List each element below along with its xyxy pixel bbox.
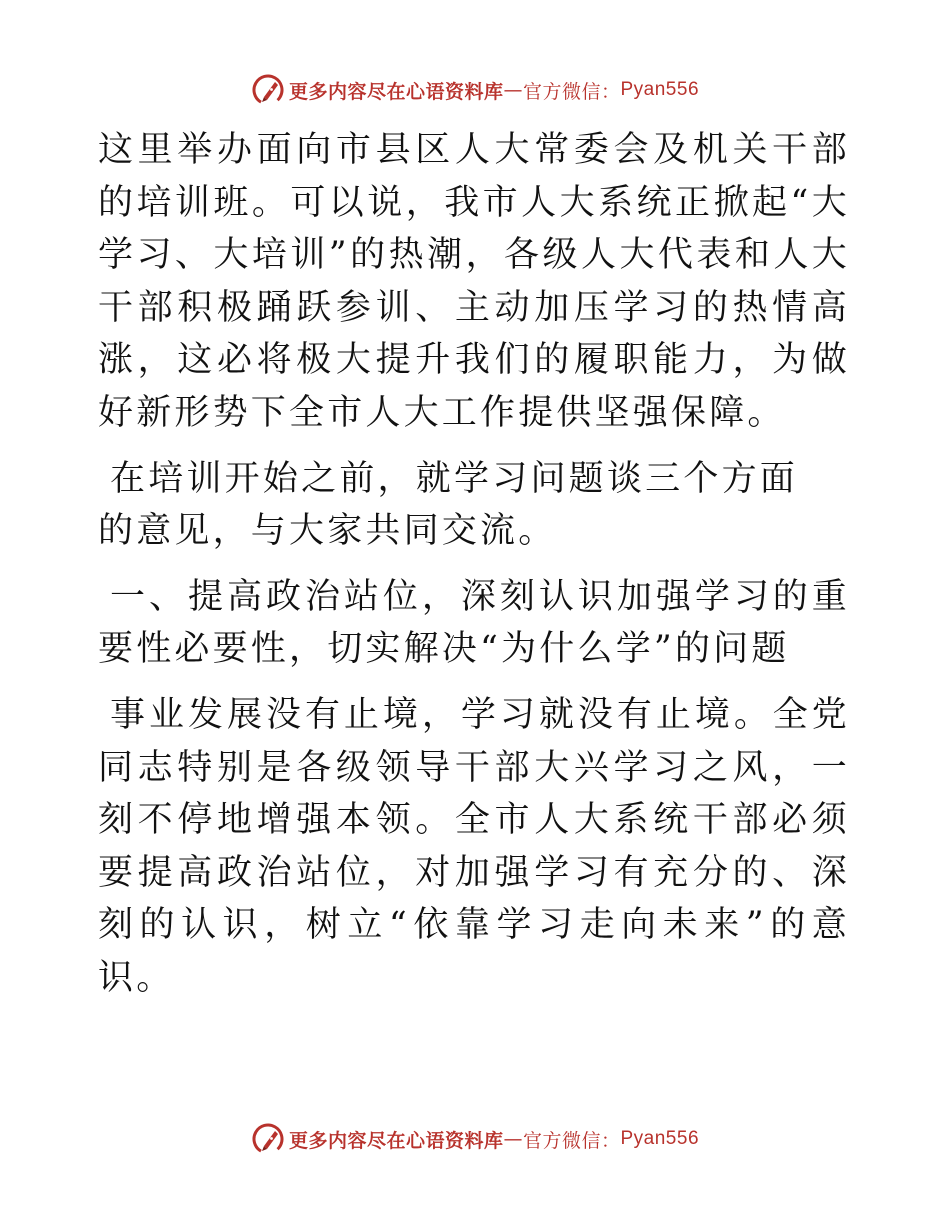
body-paragraph: 事业发展没有止境，学习就没有止境。全党同志特别是各级领导干部大兴学习之风，一刻不停地增强本领。全市人大系统干部必须要提高政治站位，对加强学习有充分的、深刻的认识，树立“依靠学习走向未来”的意识。 (98, 694, 850, 998)
banner-brand-text: 更多内容尽在心语资料库 (288, 1129, 504, 1152)
body-paragraph: 在培训开始之前，就学习问题谈三个方面的意见，与大家共同交流。 (98, 458, 798, 552)
document-body (98, 124, 850, 1005)
pen-nib-logo-icon (251, 73, 285, 107)
banner-contact-label: 官方微信： (522, 1129, 621, 1152)
banner-brand-text: 更多内容尽在心语资料库 (288, 80, 504, 103)
banner-wechat-handle: Pyan556 (620, 79, 700, 100)
section-heading: 一、提高政治站位，深刻认识加强学习的重要性必要性，切实解决“为什么学”的问题 (98, 576, 850, 670)
pen-nib-logo-icon (251, 1122, 285, 1156)
banner-separator: — (503, 1128, 523, 1150)
banner-contact-label: 官方微信： (522, 80, 621, 103)
body-paragraph: 这里举办面向市县区人大常委会及机关干部的培训班。可以说，我市人大系统正掀起“大学习、大培训”的热潮，各级人大代表和人大干部积极踊跃参训、主动加压学习的热情高涨，这必将极大提升我们的履职能力，为做好新形势下全市人大工作提供坚强保障。 (98, 130, 850, 433)
banner-separator: — (503, 79, 523, 101)
footer-banner (0, 1119, 950, 1159)
banner-wechat-handle: Pyan556 (620, 1128, 700, 1149)
header-banner (0, 70, 950, 110)
